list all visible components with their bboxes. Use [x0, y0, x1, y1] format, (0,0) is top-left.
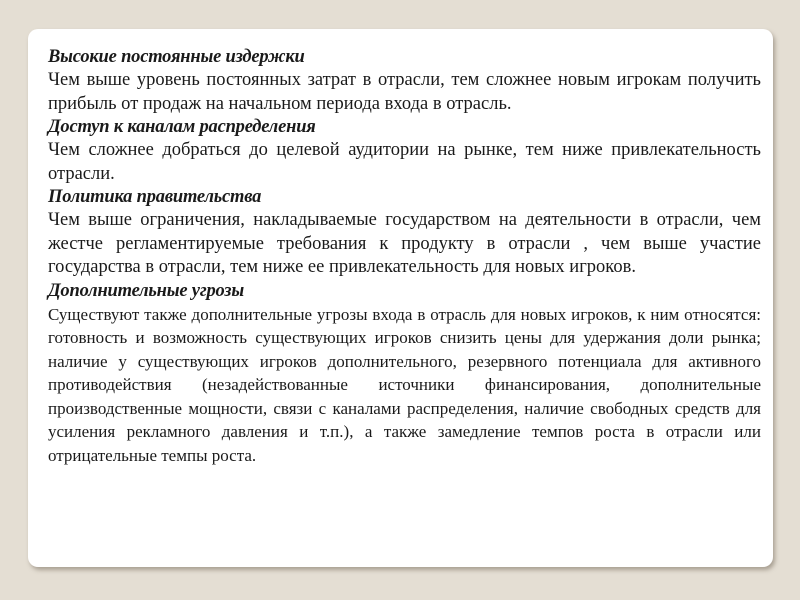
section-heading-additional-threats: Дополнительные угрозы — [48, 280, 244, 301]
section-body-distribution-channels: Чем сложнее добраться до целевой аудитории на рынке, тем ниже привлекательность отрасли. — [48, 140, 761, 184]
slide-content — [48, 46, 761, 468]
section-body-government-policy: Чем выше ограничения, накладываемые государством на деятельности в отрасли, чем жестче регламентируемые требования к продукту в отрасли , чем выше участие государства в отрасли, тем ниже ее привлекательность для новых игроков. — [48, 210, 761, 277]
section-body-high-fixed-costs: Чем выше уровень постоянных затрат в отрасли, тем сложнее новым игрокам получить прибыль от продаж на начальном периода входа в отрасль. — [48, 70, 761, 114]
section-heading-distribution-channels: Доступ к каналам распределения — [48, 117, 316, 137]
section-heading-government-policy: Политика правительства — [48, 187, 262, 207]
section-heading-high-fixed-costs: Высокие постоянные издержки — [48, 47, 305, 67]
section-body-additional-threats: Существуют также дополнительные угрозы входа в отрасль для новых игроков, к ним относятся: готовность и возможность существующих игроков снизить цены для удержания доли рынка; наличие у существующих игроков дополнительного, резервного потенциала для активного противодействия (незадействованные источники финансирования, дополнительные производственные мощности, связи с каналами распределения, наличие свободных средств для усиления рекламного давления и т.п.), а также замедление темпов роста в отрасли или отрицательные темпы роста. — [48, 304, 761, 466]
